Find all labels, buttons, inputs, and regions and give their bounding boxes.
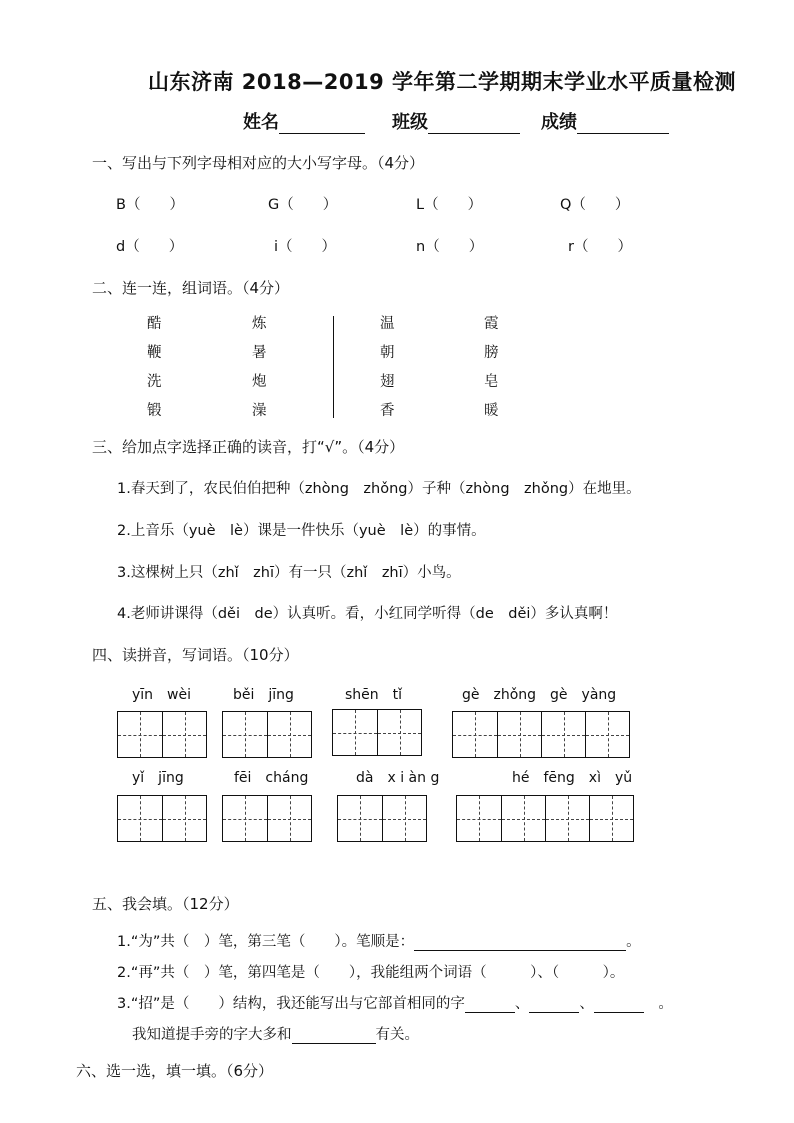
match-char[interactable]: 膀 — [484, 345, 499, 361]
name-field — [243, 108, 365, 134]
writing-grid[interactable] — [452, 711, 630, 758]
pinyin-label: fēi cháng — [234, 770, 309, 786]
fill-item-1: 1.“为”共（ ）笔，第三笔（ ）。笔顺是： 。 — [117, 934, 641, 950]
match-char[interactable]: 翅 — [380, 374, 395, 390]
match-char[interactable]: 炮 — [252, 374, 267, 390]
match-char[interactable]: 酷 — [147, 316, 162, 332]
letter-item[interactable]: d（ ） — [116, 239, 184, 255]
pinyin-label: shēn tǐ — [345, 687, 403, 703]
writing-grid[interactable] — [456, 795, 634, 842]
pronunciation-item[interactable]: 1.春天到了，农民伯伯把种（zhòng zhǒng）子种（zhòng zhǒng）在地里。 — [117, 481, 641, 497]
score-blank[interactable] — [577, 115, 669, 134]
writing-grid[interactable] — [117, 795, 207, 842]
pinyin-label: gè zhǒng gè yàng — [462, 687, 617, 703]
match-char[interactable]: 暖 — [484, 403, 499, 419]
match-char[interactable]: 香 — [380, 403, 395, 419]
letter-item[interactable]: Q（ ） — [560, 197, 630, 213]
page-title: 山东济南 2018—2019 学年第二学期期末学业水平质量检测 — [148, 70, 737, 94]
name-blank[interactable] — [279, 115, 365, 134]
match-char[interactable]: 暑 — [252, 345, 267, 361]
pinyin-label: hé fēng xì yǔ — [512, 770, 633, 786]
answer-blank[interactable] — [414, 934, 626, 951]
fill-item-2[interactable]: 2.“再”共（ ）笔，第四笔是（ ），我能组两个词语（ ）、（ ）。 — [117, 965, 625, 981]
writing-grid[interactable] — [337, 795, 427, 842]
letter-item[interactable]: i（ ） — [274, 239, 337, 255]
pinyin-label: yǐ jīng — [132, 770, 184, 786]
writing-grid[interactable] — [222, 795, 312, 842]
letter-item[interactable]: n（ ） — [416, 239, 484, 255]
section-3-heading: 三、给加点字选择正确的读音，打“√”。（4分） — [92, 438, 405, 456]
section-5-heading: 五、我会填。（12分） — [92, 895, 239, 913]
pronunciation-item[interactable]: 2.上音乐（yuè lè）课是一件快乐（yuè lè）的事情。 — [117, 523, 486, 539]
score-label: 成绩 — [541, 112, 577, 133]
class-field — [392, 108, 520, 134]
pinyin-label: yīn wèi — [132, 687, 192, 703]
match-char[interactable]: 洗 — [147, 374, 162, 390]
pinyin-label: dà x i àn g — [356, 770, 440, 786]
section-6-heading: 六、选一选，填一填。（6分） — [76, 1062, 274, 1080]
score-field — [541, 108, 669, 134]
match-char[interactable]: 霞 — [484, 316, 499, 332]
match-char[interactable]: 皂 — [484, 374, 499, 390]
section-4-heading: 四、读拼音，写词语。（10分） — [92, 646, 299, 664]
answer-blank[interactable] — [465, 996, 515, 1013]
pinyin-label: běi jīng — [233, 687, 294, 703]
section-1-heading: 一、写出与下列字母相对应的大小写字母。（4分） — [92, 154, 425, 172]
letter-item[interactable]: B（ ） — [116, 197, 184, 213]
letter-item[interactable]: G（ ） — [268, 197, 338, 213]
answer-blank[interactable] — [292, 1027, 376, 1044]
match-char[interactable]: 温 — [380, 316, 395, 332]
writing-grid[interactable] — [117, 711, 207, 758]
pronunciation-item[interactable]: 4.老师讲课得（děi de）认真听。看，小红同学听得（de děi）多认真啊！ — [117, 606, 618, 622]
fill-item-3: 3.“招”是（ ）结构，我还能写出与它部首相同的字 、 、 。 — [117, 996, 673, 1012]
class-label: 班级 — [392, 112, 428, 133]
divider-line — [333, 316, 334, 418]
match-char[interactable]: 炼 — [252, 316, 267, 332]
writing-grid[interactable] — [222, 711, 312, 758]
fill-item-3-line2: 我知道提手旁的字大多和 有关。 — [132, 1027, 419, 1043]
match-char[interactable]: 朝 — [380, 345, 395, 361]
answer-blank[interactable] — [529, 996, 579, 1013]
class-blank[interactable] — [428, 115, 520, 134]
letter-item[interactable]: L（ ） — [416, 197, 483, 213]
writing-grid[interactable] — [332, 709, 422, 756]
match-char[interactable]: 澡 — [252, 403, 267, 419]
name-label: 姓名 — [243, 112, 279, 133]
section-2-heading: 二、连一连，组词语。（4分） — [92, 279, 290, 297]
answer-blank[interactable] — [594, 996, 644, 1013]
letter-item[interactable]: r（ ） — [568, 239, 632, 255]
pronunciation-item[interactable]: 3.这棵树上只（zhǐ zhī）有一只（zhǐ zhī）小鸟。 — [117, 565, 461, 581]
match-char[interactable]: 锻 — [147, 403, 162, 419]
match-char[interactable]: 鞭 — [147, 345, 162, 361]
